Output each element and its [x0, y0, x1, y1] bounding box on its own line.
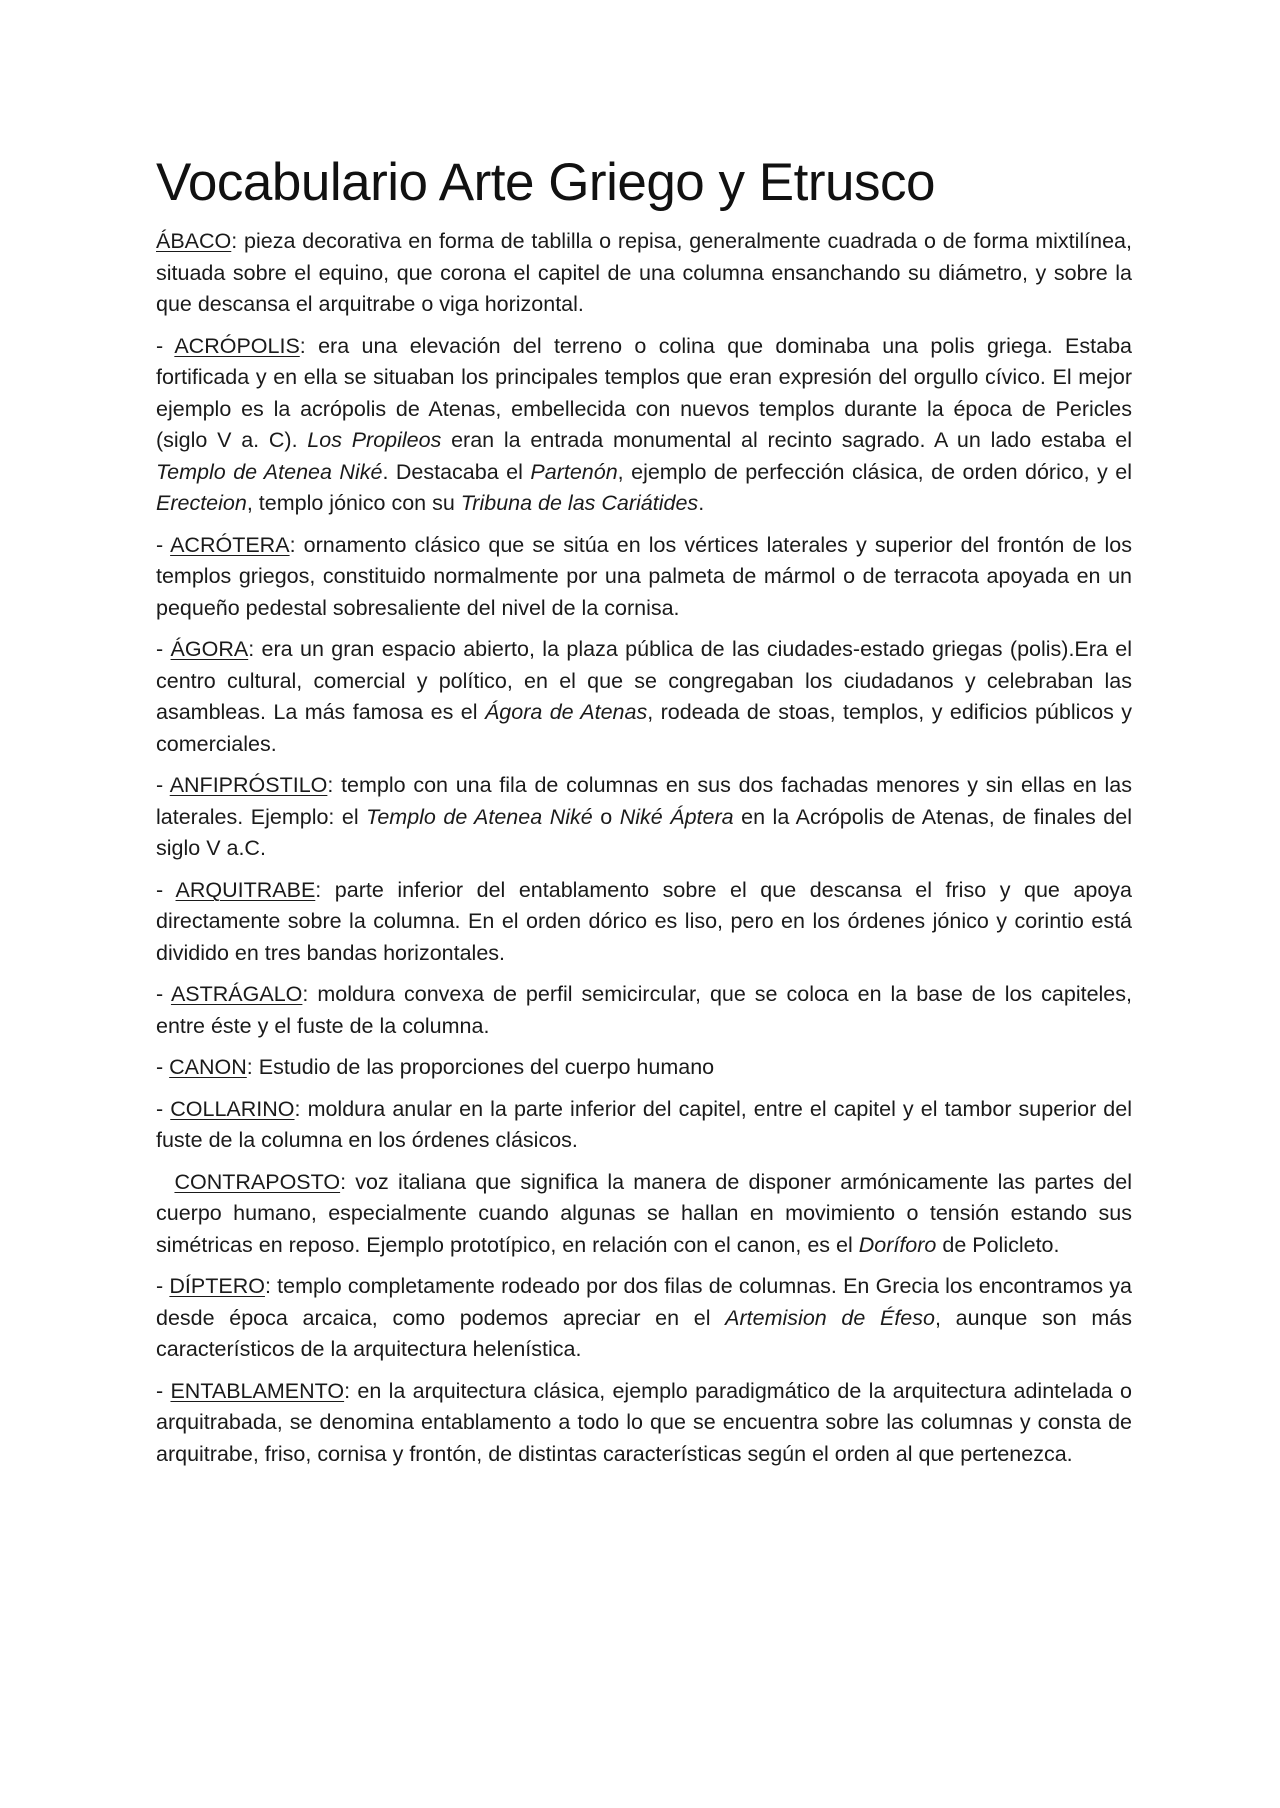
- entry-text: : ornamento clásico que se sitúa en los vértices laterales y superior del frontón de los templos griegos, constituido normalmente por una palmeta de mármol o de terracota apoyada en un pequeño pedestal sobresaliente del nivel de la cornisa.: [156, 532, 1132, 620]
- entry-prefix: -: [156, 1378, 171, 1403]
- glossary-entry: [156, 331, 1132, 520]
- entry-text: eran la entrada monumental al recinto sagrado. A un lado estaba el: [441, 428, 1132, 453]
- entry-prefix: -: [156, 982, 171, 1007]
- entry-text: de Policleto.: [936, 1232, 1060, 1257]
- entry-term: ACRÓTERA: [170, 532, 290, 557]
- entry-text: : parte inferior del entablamento sobre el que descansa el friso y que apoya directamente sobre la columna. En el orden dórico es liso, pero en los órdenes jónico y corintio está dividido en tres bandas horizontales.: [156, 877, 1132, 965]
- entry-italic-text: Artemision de Éfeso: [725, 1305, 935, 1330]
- entry-prefix: -: [156, 1096, 171, 1121]
- entry-prefix: -: [156, 877, 176, 902]
- entry-term: ÁBACO: [156, 229, 232, 254]
- entry-italic-text: Erecteion: [156, 491, 247, 516]
- entry-text: , templo jónico con su: [246, 491, 461, 516]
- entry-italic-text: Los Propileos: [307, 428, 442, 453]
- entry-prefix: [156, 1170, 174, 1194]
- entry-prefix: -: [156, 637, 171, 662]
- entry-term: ACRÓPOLIS: [174, 333, 300, 358]
- entry-text: : templo con una fila de columnas en sus dos fachadas menores y sin ellas en las laterales. Ejemplo: el: [156, 773, 1132, 829]
- entry-italic-text: Ágora de Atenas: [484, 700, 648, 725]
- glossary-entry: [156, 875, 1132, 970]
- entry-text: : moldura anular en la parte inferior del capitel, entre el capitel y el tambor superior del fuste de la columna en los órdenes clásicos.: [156, 1096, 1133, 1153]
- entry-text: , aunque son más característicos de la arquitectura helenística.: [156, 1305, 1132, 1362]
- page-title: Vocabulario Arte Griego y Etrusco: [156, 153, 935, 212]
- entry-text: : moldura convexa de perfil semicircular, que se coloca en la base de los capiteles, entre éste y el fuste de la columna.: [156, 982, 1132, 1038]
- entry-text: : era una elevación del terreno o colina que dominaba una polis griega. Estaba fortificada y en ella se situaban los principales templos que eran expresión del orgullo cívico. El mejor ejemplo es la acrópolis de Atenas, embellecida con nuevos templos durante la época de Pericles (siglo V a. C).: [156, 333, 1132, 453]
- glossary-list: [156, 226, 1132, 1470]
- glossary-entry: [156, 1271, 1132, 1366]
- entry-italic-text: Templo de Atenea Niké: [366, 804, 593, 829]
- entry-term: ARQUITRABE: [175, 877, 316, 902]
- entry-text: .: [698, 491, 705, 516]
- entry-term: ANFIPRÓSTILO: [169, 773, 328, 798]
- entry-italic-text: Doríforo: [858, 1232, 937, 1257]
- glossary-entry: [156, 1094, 1132, 1157]
- glossary-entry: [156, 770, 1132, 865]
- entry-text: : templo completamente rodeado por dos filas de columnas. En Grecia los encontramos ya desde época arcaica, como podemos apreciar en el: [156, 1274, 1133, 1330]
- glossary-entry: [156, 1052, 1132, 1084]
- entry-text: : en la arquitectura clásica, ejemplo paradigmático de la arquitectura adintelada o arquitrabada, se denomina entablamento a todo lo que se encuentra sobre las columnas y consta de arquitrabe, friso, cornisa y frontón, de distintas características según el orden al que pertenezca.: [156, 1378, 1132, 1466]
- entry-prefix: -: [156, 1274, 170, 1299]
- entry-italic-text: Partenón: [530, 459, 618, 484]
- glossary-entry: [156, 634, 1132, 760]
- entry-italic-text: Tribuna de las Cariátides: [460, 491, 699, 516]
- entry-prefix: -: [156, 1055, 170, 1080]
- entry-text: , rodeada de stoas, templos, y edificios públicos y comerciales.: [156, 700, 1133, 756]
- entry-prefix: -: [156, 532, 171, 557]
- glossary-entry: [156, 226, 1132, 321]
- entry-text: o: [592, 804, 620, 829]
- glossary-entry: [156, 530, 1132, 625]
- entry-prefix: -: [156, 773, 170, 798]
- glossary-entry: [156, 979, 1132, 1042]
- entry-term: ENTABLAMENTO: [170, 1378, 345, 1403]
- entry-text: : Estudio de las proporciones del cuerpo humano: [246, 1055, 715, 1080]
- entry-term: ÁGORA: [170, 637, 249, 662]
- entry-text: : pieza decorativa en forma de tablilla o repisa, generalmente cuadrada o de forma mixtilínea, situada sobre el equino, que corona el capitel de una columna ensanchando su diámetro, y sobre la que descansa el arquitrabe o viga horizontal.: [156, 229, 1132, 317]
- entry-text: : voz italiana que significa la manera de disponer armónicamente las partes del cuerpo humano, especialmente cuando algunas se hallan en movimiento o tensión estando sus simétricas en reposo. Ejemplo prototípico, en relación con el canon, es el: [156, 1169, 1133, 1257]
- entry-term: DÍPTERO: [169, 1274, 265, 1299]
- entry-italic-text: Templo de Atenea Niké: [156, 459, 383, 484]
- entry-term: ASTRÁGALO: [170, 982, 303, 1007]
- document-page: [156, 154, 1132, 1480]
- entry-text: . Destacaba el: [382, 459, 531, 484]
- entry-prefix: -: [156, 333, 175, 358]
- entry-term: CANON: [169, 1055, 247, 1080]
- glossary-entry: [156, 1376, 1132, 1471]
- entry-term: CONTRAPOSTO: [174, 1169, 341, 1194]
- glossary-entry: [156, 1167, 1132, 1262]
- entry-text: en la Acrópolis de Atenas, de finales del siglo V a.C.: [156, 804, 1132, 861]
- entry-italic-text: Niké Áptera: [619, 804, 734, 829]
- entry-text: : era un gran espacio abierto, la plaza pública de las ciudades-estado griegas (polis).Era el centro cultural, comercial y político, en el que se congregaban los ciudadanos y celebraban las asambleas. La más famosa es el: [156, 637, 1132, 725]
- entry-term: COLLARINO: [170, 1096, 295, 1121]
- entry-text: , ejemplo de perfección clásica, de orden dórico, y el: [617, 459, 1132, 484]
